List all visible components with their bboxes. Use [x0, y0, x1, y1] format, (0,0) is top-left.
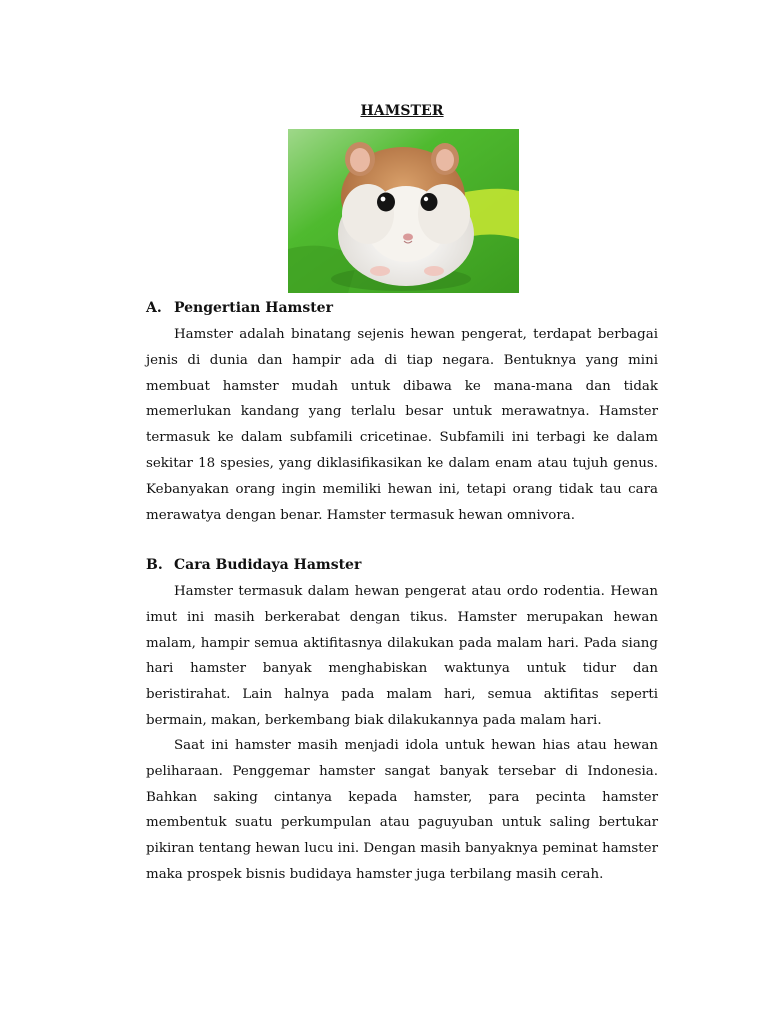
section-b-title: Cara Budidaya Hamster	[174, 557, 362, 573]
hamster-photo	[288, 129, 519, 293]
section-b-heading	[146, 557, 361, 573]
section-b-paragraph-2: Saat ini hamster masih menjadi idola untuk hewan hias atau hewan peliharaan. Penggemar hamster sangat banyak tersebar di Indonesia. Bahkan saking cintanya kepada hamster, para pecinta hamster membentuk suatu perkumpulan atau paguyuban untuk saling bertukar pikiran tentang hewan lucu ini. Dengan masih banyaknya peminat hamster maka prospek bisnis budidaya hamster juga terbilang masih cerah.	[146, 738, 658, 882]
section-b-paragraph-1: Hamster termasuk dalam hewan pengerat atau ordo rodentia. Hewan imut ini masih berkerabat dengan tikus. Hamster merupakan hewan malam, hampir semua aktifitasnya dilakukan pada malam hari. Pada siang hari hamster banyak menghabiskan waktunya untuk tidur dan beristirahat. Lain halnya pada malam hari, semua aktifitas seperti bermain, makan, berkembang biak dilakukannya pada malam hari.	[146, 584, 658, 728]
section-a-heading	[146, 300, 333, 316]
document-title: HAMSTER	[360, 103, 444, 119]
section-a-paragraph: Hamster adalah binatang sejenis hewan pengerat, terdapat berbagai jenis di dunia dan hampir ada di tiap negara. Bentuknya yang mini membuat hamster mudah untuk dibawa ke mana-mana dan tidak memerlukan kandang yang terlalu besar untuk merawatnya. Hamster termasuk ke dalam subfamili cricetinae. Subfamili ini terbagi ke dalam sekitar 18 spesies, yang diklasifikasikan ke dalam enam atau tujuh genus. Kebanyakan orang ingin memiliki hewan ini, tetapi orang tidak tau cara merawatya dengan benar. Hamster termasuk hewan omnivora.	[146, 327, 658, 523]
section-b-letter: B.	[146, 557, 163, 573]
section-a-letter: A.	[146, 300, 162, 316]
section-a-title: Pengertian Hamster	[174, 300, 333, 316]
